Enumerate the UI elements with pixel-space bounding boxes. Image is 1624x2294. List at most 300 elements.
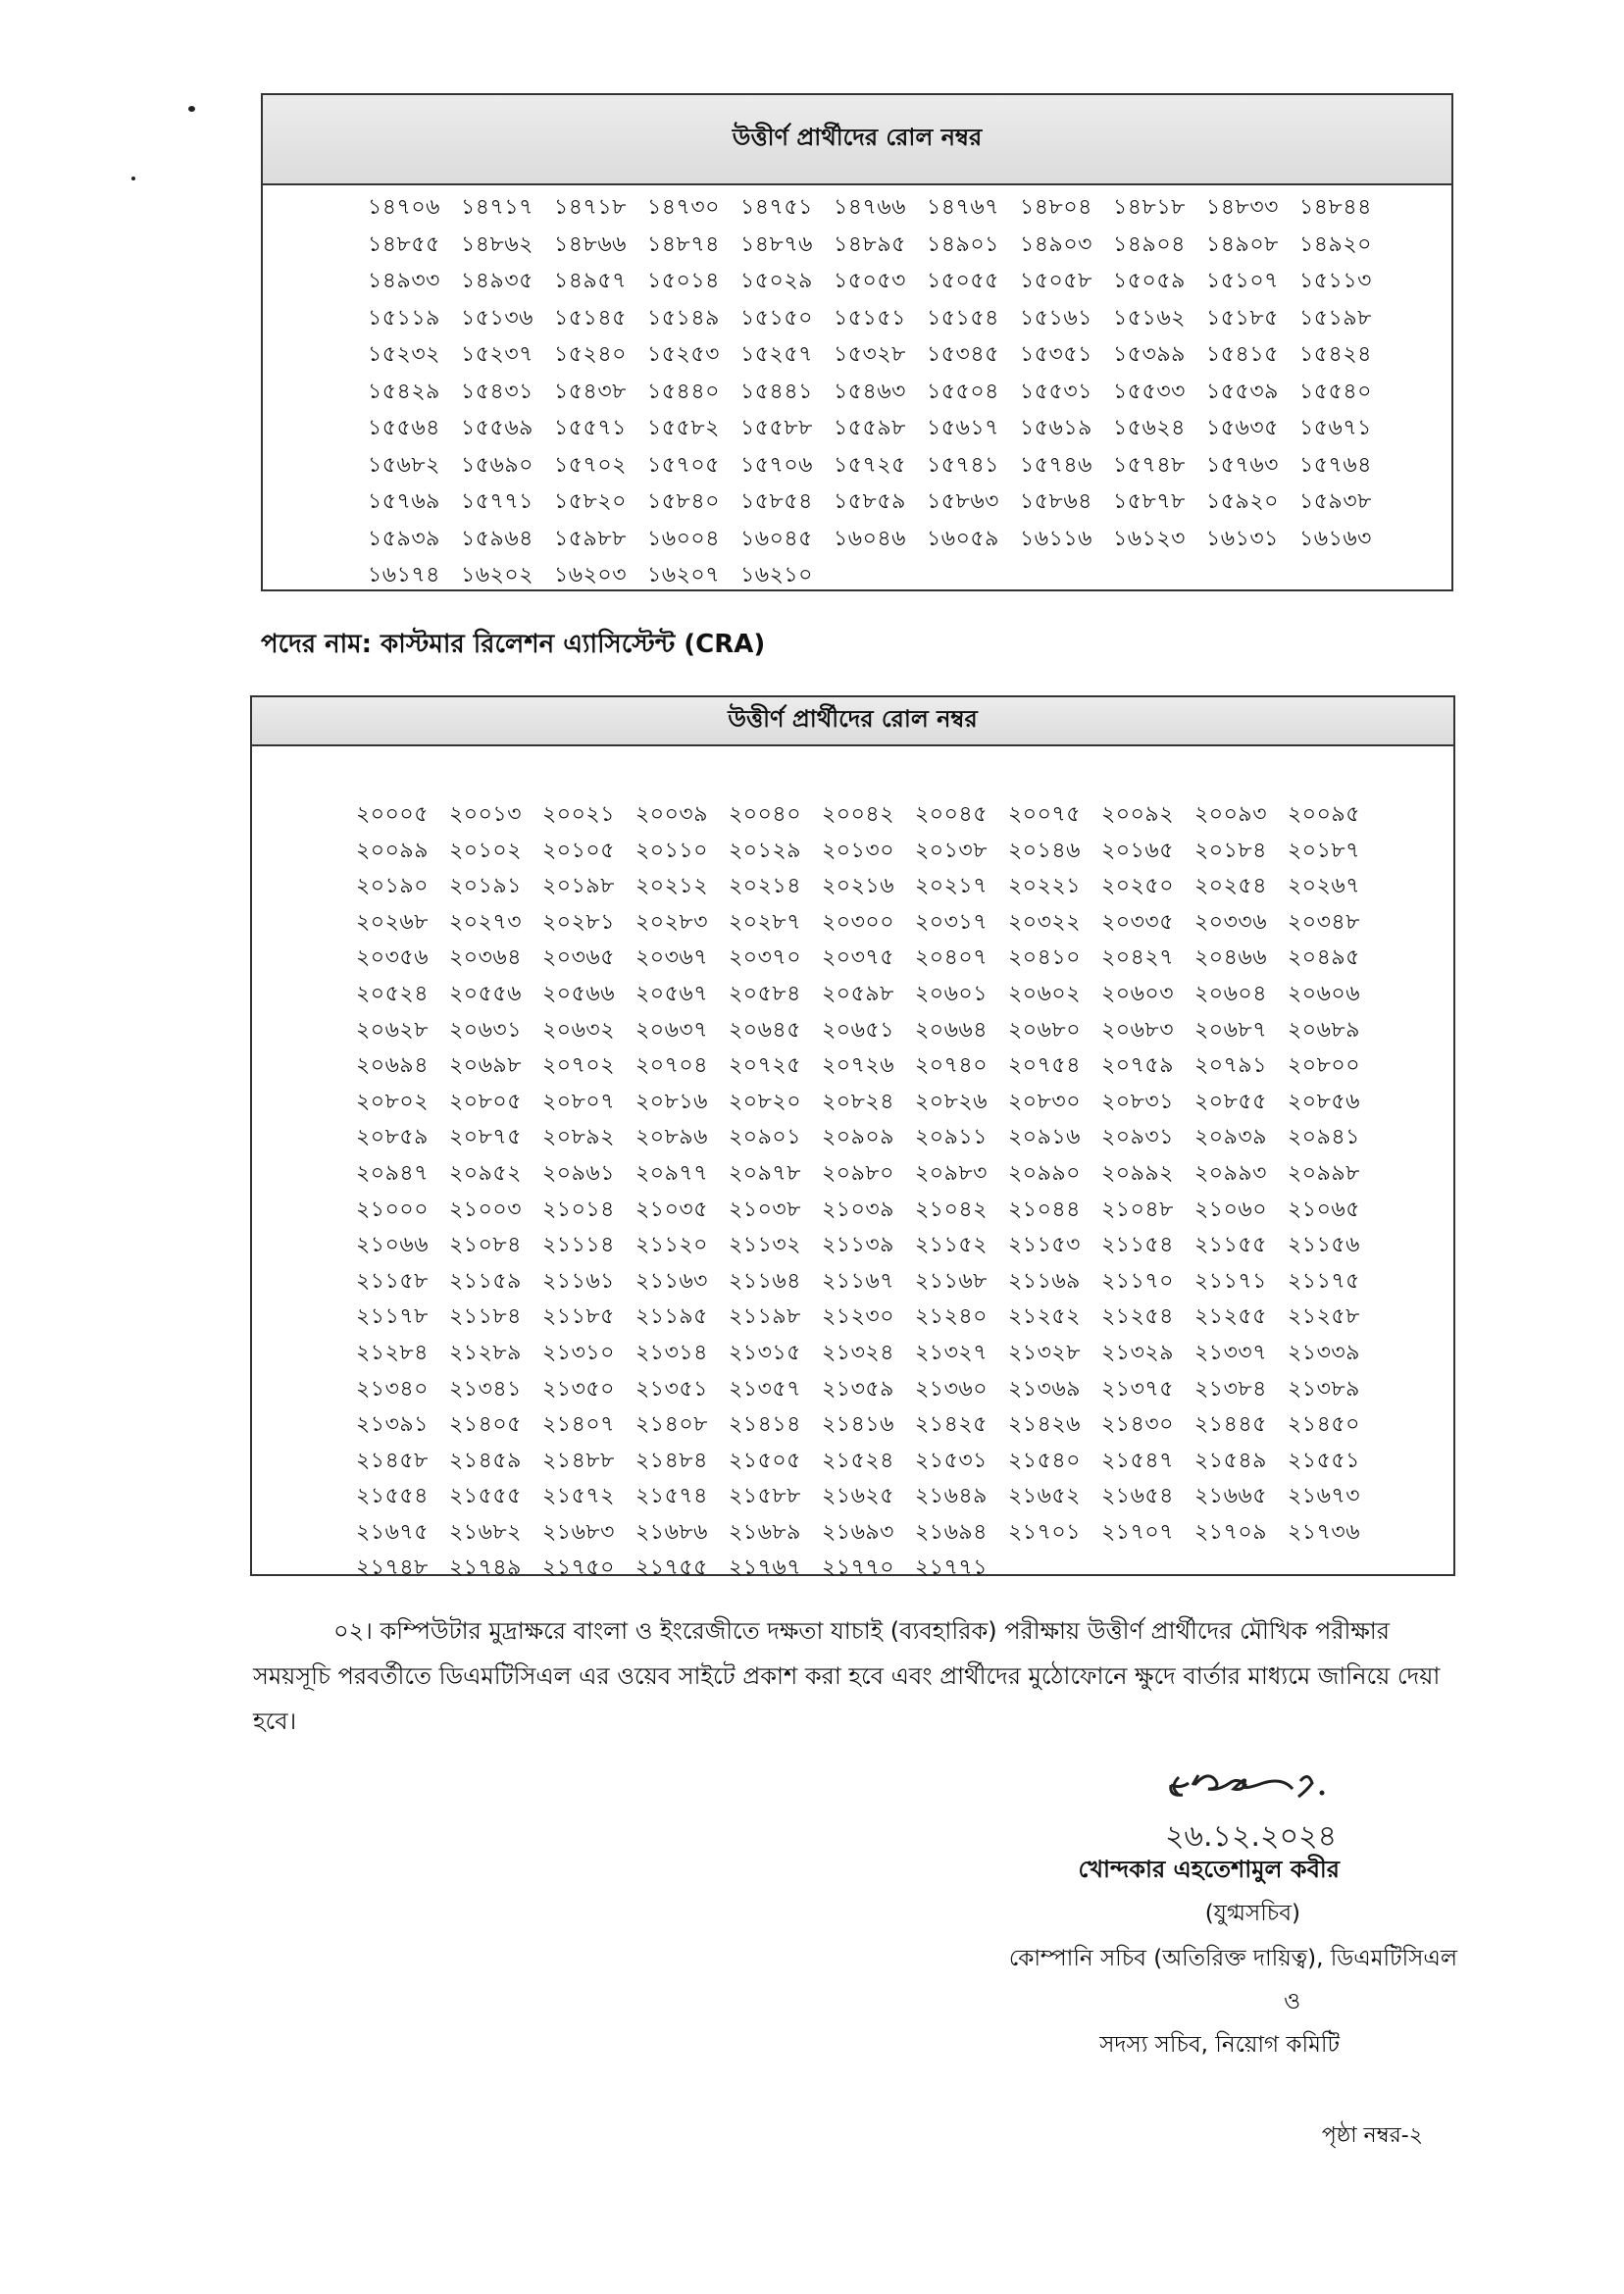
roll-number: ১৫৪২৪ [1299,342,1372,367]
roll-number: ১৫৮৫৯ [834,489,906,514]
roll-number: ২১০৪৪ [1008,1197,1081,1222]
roll-number: ১৫৬৯০ [461,452,533,478]
signature-date: ২৬.১২.২০২৪ [1165,1819,1338,1854]
roll-number: ২১২৫৪ [1101,1304,1174,1330]
roll-number: ১৫৭২৫ [834,452,906,478]
roll-number: ২০৯৭৭ [635,1160,708,1186]
roll-number: ২০০২১ [542,802,615,827]
roll-number: ১৪৭৬৭ [927,195,999,220]
roll-number: ১৫১৫১ [834,305,906,331]
roll-number: ২০২২১ [1008,874,1081,899]
roll-number: ২১২৫৫ [1194,1304,1267,1330]
roll-number: ১৫৩৯৯ [1113,342,1186,367]
roll-number: ১৫২৫৩ [647,342,720,367]
roll-number: ১৫৭৬৯ [368,489,440,514]
roll-number: ২১০৮৪ [449,1233,522,1258]
roll-number: ২০২৮১ [542,909,615,935]
roll-number: ২১৬৪৯ [915,1484,988,1509]
roll-number: ১৬০০৪ [647,526,720,551]
roll-number: ২১৬৮৩ [542,1519,615,1545]
roll-number: ২১২৫২ [1008,1304,1081,1330]
roll-number: ২০৮২০ [729,1089,801,1114]
roll-number: ১৫৮৫৪ [740,489,813,514]
roll-number: ২১৩৫০ [542,1376,615,1402]
roll-number: ২০৫৬৭ [635,981,708,1006]
roll-number: ২১২৫৮ [1288,1304,1360,1330]
roll-number: ২০৯৯৮ [1288,1160,1360,1186]
roll-number: ২১৩৪১ [449,1376,522,1402]
roll-number: ১৫২৪০ [554,342,627,367]
roll-number: ২০৮৯৬ [635,1125,708,1150]
roll-number: ২০০৪২ [822,802,894,827]
roll-number: ২১৬৫২ [1008,1484,1081,1509]
scan-dot [188,106,195,112]
roll-number: ১৫০১৪ [647,269,720,293]
roll-number: ১৫৫৬৯ [461,416,533,440]
roll-number: ২১১৫৪ [1101,1233,1174,1258]
roll-number: ১৪৯২০ [1299,231,1372,257]
roll-number: ১৫৯২০ [1206,489,1279,514]
roll-number: ১৪৭১৮ [554,195,627,220]
roll-number: ১৫৪৩১ [461,379,533,404]
roll-number: ২০১৩৮ [915,838,988,863]
roll-number: ২০৩৭০ [729,945,802,971]
roll-number: ২১৬৭৩ [1288,1484,1360,1509]
roll-number: ২১৭০৯ [1194,1519,1267,1545]
roll-number: ২১৩১৫ [729,1340,801,1365]
roll-number: ২০৯৪১ [1288,1125,1360,1150]
roll-number: ২০০৪৫ [915,802,988,827]
roll-number: ২০১৯৮ [542,874,615,899]
roll-number: ২০০১৩ [449,802,522,827]
roll-number: ১৫৬৭১ [1299,416,1372,440]
roll-number: ১৪৯০৩ [1020,231,1092,257]
notice-paragraph [253,1608,1451,1744]
roll-number: ১৪৯০৮ [1206,231,1279,257]
roll-number: ১৬১৩১ [1206,526,1279,551]
roll-number: ২০৩০০ [822,909,895,935]
roll-number: ২১৭০১ [1008,1519,1081,1545]
roll-number: ২০৭০২ [542,1053,616,1079]
roll-number: ১৬১১৬ [1020,526,1092,551]
roll-number: ২১১৬৮ [915,1268,988,1294]
roll-number: ১৫০৫৮ [1020,269,1092,293]
passed-rolls-table-2 [250,695,1455,1581]
signer-name: খোন্দকার এহতেশামুল কবীর [1078,1856,1340,1883]
roll-number: ১৬০৫৯ [927,526,999,551]
roll-number: ২০৭৫৯ [1101,1053,1174,1079]
roll-number: ২০২৬৮ [356,909,429,935]
roll-number: ২০২১৬ [822,874,894,899]
roll-number: ১৪৯০৪ [1113,231,1186,257]
roll-number: ১৬২০৩ [554,563,627,587]
roll-number: ২০৪৯৫ [1288,945,1360,971]
roll-number: ২০০৪০ [729,802,801,827]
roll-number: ২১৪১৬ [822,1412,894,1438]
roll-number: ২০৩৪৮ [1288,909,1360,935]
roll-number: ২০১৯০ [356,874,429,899]
roll-number: ২১৩২৮ [1008,1340,1081,1365]
scan-dot [131,177,135,180]
roll-number: ২১৫০৫ [729,1448,801,1473]
roll-number: ২১০৪৮ [1101,1197,1174,1222]
roll-number: ২০৮২৪ [822,1089,894,1114]
roll-number: ২০৩৬৫ [542,945,615,971]
roll-number: ১৫৫৩৯ [1206,379,1279,404]
roll-number: ২১০৬৫ [1288,1197,1360,1222]
roll-number: ২০৯০৯ [822,1125,894,1150]
roll-number: ২০৯৯২ [1101,1160,1174,1186]
roll-number: ২০৬৮৩ [1101,1017,1174,1043]
roll-number: ২০৯৬১ [542,1160,615,1186]
roll-number: ১৫৯৮৮ [554,526,627,551]
roll-number: ১৫৫৭১ [554,416,627,440]
roll-number: ২০৯৭৮ [729,1160,801,1186]
roll-number: ১৫৩৫১ [1020,342,1092,367]
roll-number: ২০২১৭ [915,874,988,899]
roll-number: ১৫৮৬৩ [927,489,999,514]
roll-number: ২০০৯৩ [1194,802,1267,827]
roll-number: ২০৪০৭ [915,945,988,971]
roll-number: ২১১৭৫ [1288,1268,1360,1294]
roll-number: ২১৬৫৪ [1101,1484,1174,1509]
roll-number: ২১৫২৪ [822,1448,894,1473]
roll-number: ২০১৮৭ [1288,838,1360,863]
roll-number: ২০৮৯২ [542,1125,615,1150]
roll-number: ২০৯১১ [915,1125,988,1150]
roll-number: ১৪৭৬৬ [834,195,906,220]
roll-number: ১৫১৩৬ [461,305,533,331]
roll-number: ২১৭৫৫ [635,1555,708,1581]
roll-number: ২১২৮৯ [449,1340,522,1365]
roll-number: ২১৪২৫ [915,1412,988,1438]
roll-number: ২০৮৫৫ [1194,1089,1267,1114]
roll-number: ১৫৭৪১ [927,452,999,478]
table-header: উত্তীর্ণ প্রার্থীদের রোল নম্বর [252,697,1453,746]
roll-number: ২১৭০৭ [1101,1519,1174,1545]
roll-number: ২০২১২ [635,874,708,899]
roll-number: ২১৬৯৪ [915,1519,988,1545]
roll-number: ২১৩৪০ [356,1376,429,1402]
roll-number: ২০০৯২ [1101,802,1174,827]
roll-number: ২০৬৯৪ [356,1053,429,1079]
signer-rank: (যুগ্মসচিব) [1204,1901,1300,1926]
signer-role-company-secretary: কোম্পানি সচিব (অতিরিক্ত দায়িত্ব), ডিএমটিসিএল [1008,1946,1457,1971]
roll-number: ২১১৯৮ [729,1304,801,1330]
roll-number: ১৫১৬২ [1113,305,1186,331]
roll-number: ২০৩৩৫ [1101,909,1174,935]
roll-number: ১৫২৩৭ [461,342,533,367]
roll-number: ২০০৯৫ [1288,802,1360,827]
roll-number: ২১০০৩ [449,1197,522,1222]
roll-number: ২০৯৯০ [1008,1160,1081,1186]
roll-number: ২০৫২৪ [356,981,429,1006]
roll-number: ১৫৯৬৪ [461,526,533,551]
roll-number: ১৫৫৩১ [1020,379,1092,404]
roll-number: ২০২৮৭ [729,909,801,935]
roll-number: ২১৩৮৪ [1194,1376,1267,1402]
roll-number: ২০৯০১ [729,1125,801,1150]
roll-number: ২১০৪২ [915,1197,988,1222]
roll-number: ২০৪২৭ [1101,945,1174,971]
roll-number: ২১৩৮৯ [1288,1376,1360,1402]
roll-number: ২০১৮৪ [1194,838,1267,863]
roll-number: ২১২৩০ [822,1304,894,1330]
roll-number: ২০৭২৬ [822,1053,895,1079]
roll-number: ২১৫৫৫ [449,1484,522,1509]
roll-number: ১৪৯৩৩ [368,269,440,293]
roll-number: ২১৬৮৯ [729,1519,801,1545]
roll-number: ২১৬৭৫ [356,1519,429,1545]
roll-number: ২১৫৪০ [1008,1448,1081,1473]
roll-number: ১৪৭৫১ [740,195,813,220]
roll-number: ২০২৮৩ [635,909,708,935]
roll-number: ২১১৫৬ [1288,1233,1360,1258]
roll-number: ২১০০০ [356,1197,429,1222]
roll-number: ২১৬৮২ [449,1519,522,1545]
roll-number: ২০৬০৪ [1194,981,1267,1006]
roll-number: ২১১৫৯ [449,1268,522,1294]
signer-conjunction: ও [1284,1989,1300,2014]
roll-number: ২০২৫০ [1101,874,1174,899]
roll-number: ২০১২৯ [729,838,801,863]
roll-number: ১৬২০৭ [647,563,720,587]
roll-number: ২১৪০৭ [542,1412,615,1438]
roll-number: ২১৪৫৮ [356,1448,429,1473]
roll-number: ২১৭৬৭ [729,1555,801,1581]
roll-number: ২০০০৫ [356,802,429,827]
roll-number: ১৫৩২৮ [834,342,906,367]
roll-number: ২১৪১৪ [729,1412,801,1438]
roll-number: ২১৬২৫ [822,1484,894,1509]
roll-number: ১৬১২৩ [1113,526,1186,551]
roll-grid [368,189,1451,594]
roll-number: ২১৩২৭ [915,1340,988,1365]
roll-number: ২০৯৫২ [449,1160,522,1186]
roll-number: ২১১৫৮ [356,1268,429,1294]
roll-number: ১৫৭৪৬ [1020,452,1092,478]
roll-number: ১৪৮৪৪ [1299,195,1372,220]
roll-number: ২০৫৮৪ [729,981,801,1006]
roll-number: ২১৪৪৫ [1194,1412,1267,1438]
roll-number: ১৪৭০৬ [368,195,440,220]
roll-number: ২১১২০ [635,1233,708,1258]
roll-number: ১৪৯৩৫ [461,269,533,293]
roll-number: ২০০৭৫ [1008,802,1081,827]
roll-number: ১৫৫৬৪ [368,416,440,440]
roll-number: ২০৭৯১ [1194,1053,1267,1079]
page-number: পৃষ্ঠা নম্বর-২ [1321,2123,1423,2148]
roll-number: ২১৩১৪ [635,1340,708,1365]
roll-number: ২১০৩৫ [635,1197,708,1222]
handwritten-signature [1157,1756,1393,1863]
roll-number: ১৫১০৭ [1206,269,1279,293]
roll-number: ২০৯৪৭ [356,1160,429,1186]
roll-number: ১৫৬৩৫ [1206,416,1279,440]
roll-number: ২০৬৮৯ [1288,1017,1360,1043]
roll-number: ১৫৭৪৮ [1113,452,1186,478]
roll-number: ১৪৮৩৩ [1206,195,1279,220]
roll-number: ২১৭৫০ [542,1555,615,1581]
roll-number: ১৬১৬৩ [1299,526,1372,551]
roll-number: ১৫০৫৫ [927,269,999,293]
roll-number: ১৪৮০৪ [1020,195,1092,220]
passed-rolls-table-1 [261,93,1453,591]
roll-number: ১৫৬১৯ [1020,416,1092,440]
roll-number: ১৬২১০ [740,563,813,587]
roll-number: ২১০৩৯ [822,1197,894,1222]
roll-number: ২০৮০৫ [449,1089,522,1114]
roll-number: ২১৪৮৮ [542,1448,615,1473]
roll-number: ২০৭০৪ [635,1053,708,1079]
roll-number: ১৪৮১৮ [1113,195,1186,220]
roll-number: ১৫৩৪৫ [927,342,999,367]
roll-number: ২১৫৮৮ [729,1484,801,1509]
roll-number: ২০১০৫ [542,838,615,863]
roll-number: ১৫৫৮২ [647,416,720,440]
roll-number: ২১১৮৪ [449,1304,522,1330]
roll-number: ১৫১৪৯ [647,305,720,331]
roll-number: ২০৮০২ [356,1089,429,1114]
roll-number: ১৫০২৯ [740,269,813,293]
roll-number: ২১১৬৩ [635,1268,708,1294]
roll-number: ১৫৪১৫ [1206,342,1279,367]
post-name-label: পদের নাম: কাস্টমার রিলেশন এ্যাসিস্টেন্ট (CRA) [261,630,766,659]
roll-number: ২০৮১৬ [635,1089,708,1114]
roll-number: ১৬০৪৫ [740,526,813,551]
roll-number: ২০২৫৪ [1194,874,1267,899]
roll-number: ২১৭৪৮ [356,1555,429,1581]
roll-number: ১৫২৫৭ [740,342,813,367]
roll-number: ২১৪২৬ [1008,1412,1081,1438]
roll-number: ২১৩৫১ [635,1376,708,1402]
roll-number: ২১৩১০ [542,1340,615,1365]
roll-number: ২১১৮৫ [542,1304,615,1330]
roll-number: ২০৩২২ [1008,909,1082,935]
roll-number: ১৫১১৩ [1299,269,1372,293]
roll-number: ২০৬৮০ [1008,1017,1081,1043]
roll-number: ১৫৭৭১ [461,489,533,514]
roll-number: ১৫৭৬৩ [1206,452,1279,478]
roll-number: ১৪৯০১ [927,231,999,257]
roll-number: ১৫১৬১ [1020,305,1092,331]
roll-number: ২১৫৭২ [542,1484,615,1509]
roll-number: ১৫৫৯৮ [834,416,906,440]
roll-number: ২০১৬৫ [1101,838,1174,863]
roll-number: ১৫৮৭৮ [1113,489,1186,514]
roll-number: ১৫২৩২ [368,342,440,367]
roll-number: ১৫৫০৪ [927,379,999,404]
roll-number: ২১০৩৮ [729,1197,801,1222]
roll-number: ২০৭২৫ [729,1053,801,1079]
roll-number: ২১৪৮৪ [635,1448,708,1473]
roll-number: ২০০৩৯ [635,802,708,827]
roll-number: ২০৩৭৫ [822,945,894,971]
roll-number: ২১৬৮৬ [635,1519,708,1545]
roll-number: ২০৯৩১ [1101,1125,1174,1150]
roll-number: ২০৯১৬ [1008,1125,1081,1150]
roll-number: ১৫০৫৯ [1113,269,1186,293]
roll-number: ১৫৪২৯ [368,379,440,404]
roll-number: ২১১৯৫ [635,1304,708,1330]
roll-number: ২১১৩৯ [822,1233,894,1258]
roll-number: ১৪৮৬২ [461,231,533,257]
roll-number: ১৫৪৪১ [740,379,813,404]
roll-number: ২১৫৪৯ [1194,1448,1267,1473]
roll-number: ২০৬৯৮ [449,1053,522,1079]
roll-number: ২০৬৪৫ [729,1017,801,1043]
roll-number: ২১৪৫৯ [449,1448,522,1473]
roll-number: ২১১৫৩ [1008,1233,1081,1258]
roll-number: ১৫৬১৭ [927,416,999,440]
roll-number: ২১১১৪ [542,1233,615,1258]
roll-number: ১৫৪৬৩ [834,379,906,404]
roll-number: ২১০৬৬ [356,1233,429,1258]
roll-number: ২১১৩২ [729,1233,801,1258]
roll-number: ২০৬০২ [1008,981,1082,1006]
roll-number: ২০২৭৩ [449,909,523,935]
roll-number: ১৫৮৬৪ [1020,489,1092,514]
roll-number: ২১৪৫০ [1288,1412,1360,1438]
roll-number: ২০৩৬৭ [635,945,709,971]
roll-number: ২১০১৪ [542,1197,615,1222]
roll-number: ১৫১১৯ [368,305,440,331]
roll-number: ২১১৬৯ [1008,1268,1081,1294]
roll-number: ২০৩৩৬ [1194,909,1268,935]
roll-number: ২০৬৩১ [449,1017,522,1043]
roll-number: ২০১৩০ [822,838,894,863]
roll-number: ২১১৭১ [1194,1268,1267,1294]
roll-number: ২১৩৭৫ [1101,1376,1174,1402]
roll-number: ১৫৪৪০ [647,379,720,404]
roll-number: ২০৯৯৩ [1194,1160,1267,1186]
roll-number: ২১৩২৪ [822,1340,894,1365]
roll-number: ২০৬৩৭ [635,1017,709,1043]
roll-number: ২১৫৫৪ [356,1484,429,1509]
table-header: উত্তীর্ণ প্রার্থীদের রোল নম্বর [263,95,1451,185]
roll-number: ১৫১৫০ [740,305,813,331]
roll-number: ২১২৪০ [915,1304,988,1330]
roll-number: ২১০৬০ [1194,1197,1267,1222]
roll-number: ১৫১৮৫ [1206,305,1279,331]
roll-number: ১৬০৪৬ [834,526,906,551]
roll-number: ১৫০৫৩ [834,269,906,293]
roll-number: ১৪৮৭৪ [647,231,720,257]
roll-number: ২০৬৫১ [822,1017,894,1043]
roll-number: ২১১৬১ [542,1268,615,1294]
roll-number: ১৫৭৬৪ [1299,452,1372,478]
roll-number: ২১৭৩৬ [1288,1519,1360,1545]
roll-number: ১৪৮৭৬ [740,231,813,257]
roll-number: ২০৬০৩ [1101,981,1175,1006]
roll-number: ২১৪৩০ [1101,1412,1174,1438]
roll-number: ২০২১৪ [729,874,801,899]
roll-number: ১৫৬২৪ [1113,416,1186,440]
roll-number: ২১১৫৫ [1194,1233,1267,1258]
roll-number: ২১১৫২ [915,1233,988,1258]
roll-number: ২১৫৪৭ [1101,1448,1174,1473]
roll-number: ২০৮৩১ [1101,1089,1174,1114]
roll-number: ২০৯৮৩ [915,1160,988,1186]
roll-grid [356,797,1453,1587]
roll-number: ২১৭৭০ [822,1555,894,1581]
roll-number: ২০১০২ [449,838,522,863]
roll-number: ১৫৪৩৮ [554,379,627,404]
notice-number: ০২। [333,1617,373,1645]
roll-number: ২০৮০৭ [542,1089,615,1114]
roll-number: ১৫৭০২ [554,452,627,478]
roll-number: ২০৫৬৬ [542,981,615,1006]
